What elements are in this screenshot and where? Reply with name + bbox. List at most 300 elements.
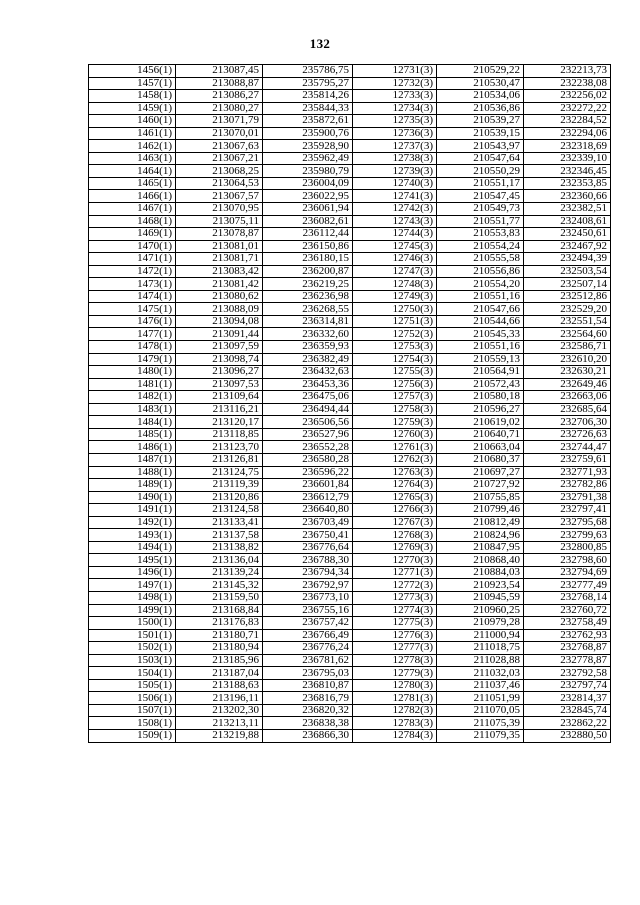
x-coordinate-cell: 210529,22 [437, 65, 524, 78]
table-row [89, 253, 611, 266]
point-id-cell: 1485(1) [89, 428, 176, 441]
y-coordinate-cell: 235900,76 [263, 127, 353, 140]
point-id-cell: 1461(1) [89, 127, 176, 140]
point-id-cell: 1467(1) [89, 203, 176, 216]
table-row [89, 391, 611, 404]
x-coordinate-cell: 213180,94 [176, 642, 263, 655]
point-id-cell: 12731(3) [353, 65, 437, 78]
x-coordinate-cell: 210544,66 [437, 315, 524, 328]
y-coordinate-cell: 232494,39 [524, 253, 611, 266]
y-coordinate-cell: 232586,71 [524, 341, 611, 354]
y-coordinate-cell: 236475,06 [263, 391, 353, 404]
y-coordinate-cell: 232360,66 [524, 190, 611, 203]
point-id-cell: 1468(1) [89, 215, 176, 228]
x-coordinate-cell: 210727,92 [437, 479, 524, 492]
table-row [89, 328, 611, 341]
table-row [89, 127, 611, 140]
point-id-cell: 1495(1) [89, 554, 176, 567]
y-coordinate-cell: 236552,28 [263, 441, 353, 454]
x-coordinate-cell: 213145,32 [176, 579, 263, 592]
point-id-cell: 1503(1) [89, 654, 176, 667]
y-coordinate-cell: 232649,46 [524, 378, 611, 391]
table-row [89, 366, 611, 379]
point-id-cell: 1508(1) [89, 717, 176, 730]
y-coordinate-cell: 232512,86 [524, 290, 611, 303]
point-id-cell: 12740(3) [353, 177, 437, 190]
point-id-cell: 12734(3) [353, 102, 437, 115]
table-row [89, 704, 611, 717]
x-coordinate-cell: 211051,99 [437, 692, 524, 705]
x-coordinate-cell: 210572,43 [437, 378, 524, 391]
x-coordinate-cell: 210553,83 [437, 228, 524, 241]
y-coordinate-cell: 232777,49 [524, 579, 611, 592]
x-coordinate-cell: 210824,96 [437, 529, 524, 542]
y-coordinate-cell: 232845,74 [524, 704, 611, 717]
table-row [89, 479, 611, 492]
point-id-cell: 12743(3) [353, 215, 437, 228]
x-coordinate-cell: 213078,87 [176, 228, 263, 241]
point-id-cell: 1507(1) [89, 704, 176, 717]
point-id-cell: 1462(1) [89, 140, 176, 153]
x-coordinate-cell: 213091,44 [176, 328, 263, 341]
x-coordinate-cell: 213075,11 [176, 215, 263, 228]
x-coordinate-cell: 213070,01 [176, 127, 263, 140]
table-row [89, 90, 611, 103]
y-coordinate-cell: 236506,56 [263, 416, 353, 429]
x-coordinate-cell: 210549,73 [437, 203, 524, 216]
y-coordinate-cell: 232768,87 [524, 642, 611, 655]
point-id-cell: 12733(3) [353, 90, 437, 103]
y-coordinate-cell: 232762,93 [524, 629, 611, 642]
point-id-cell: 1488(1) [89, 466, 176, 479]
x-coordinate-cell: 213067,57 [176, 190, 263, 203]
point-id-cell: 1465(1) [89, 177, 176, 190]
x-coordinate-cell: 213068,25 [176, 165, 263, 178]
y-coordinate-cell: 236382,49 [263, 353, 353, 366]
point-id-cell: 12770(3) [353, 554, 437, 567]
x-coordinate-cell: 210534,06 [437, 90, 524, 103]
point-id-cell: 12779(3) [353, 667, 437, 680]
y-coordinate-cell: 232726,63 [524, 428, 611, 441]
x-coordinate-cell: 213137,58 [176, 529, 263, 542]
point-id-cell: 12738(3) [353, 152, 437, 165]
table-row [89, 353, 611, 366]
y-coordinate-cell: 232529,20 [524, 303, 611, 316]
y-coordinate-cell: 236580,28 [263, 453, 353, 466]
x-coordinate-cell: 210547,64 [437, 152, 524, 165]
point-id-cell: 12783(3) [353, 717, 437, 730]
y-coordinate-cell: 232759,61 [524, 453, 611, 466]
y-coordinate-cell: 236788,30 [263, 554, 353, 567]
x-coordinate-cell: 213120,86 [176, 491, 263, 504]
x-coordinate-cell: 210554,24 [437, 240, 524, 253]
x-coordinate-cell: 213176,83 [176, 617, 263, 630]
y-coordinate-cell: 236776,24 [263, 642, 353, 655]
x-coordinate-cell: 213168,84 [176, 604, 263, 617]
table-row [89, 654, 611, 667]
point-id-cell: 1501(1) [89, 629, 176, 642]
x-coordinate-cell: 210551,16 [437, 290, 524, 303]
point-id-cell: 12757(3) [353, 391, 437, 404]
point-id-cell: 1498(1) [89, 591, 176, 604]
coordinates-table-body [89, 65, 611, 743]
point-id-cell: 1509(1) [89, 729, 176, 742]
y-coordinate-cell: 232706,30 [524, 416, 611, 429]
point-id-cell: 1483(1) [89, 403, 176, 416]
point-id-cell: 12782(3) [353, 704, 437, 717]
table-row [89, 729, 611, 742]
x-coordinate-cell: 210559,13 [437, 353, 524, 366]
x-coordinate-cell: 213083,42 [176, 265, 263, 278]
point-id-cell: 12773(3) [353, 591, 437, 604]
y-coordinate-cell: 232272,22 [524, 102, 611, 115]
x-coordinate-cell: 210555,58 [437, 253, 524, 266]
table-row [89, 115, 611, 128]
x-coordinate-cell: 213071,79 [176, 115, 263, 128]
x-coordinate-cell: 213098,74 [176, 353, 263, 366]
point-id-cell: 12777(3) [353, 642, 437, 655]
y-coordinate-cell: 232685,64 [524, 403, 611, 416]
x-coordinate-cell: 210536,86 [437, 102, 524, 115]
table-row [89, 529, 611, 542]
x-coordinate-cell: 213070,95 [176, 203, 263, 216]
x-coordinate-cell: 210923,54 [437, 579, 524, 592]
x-coordinate-cell: 211075,39 [437, 717, 524, 730]
y-coordinate-cell: 232339,10 [524, 152, 611, 165]
y-coordinate-cell: 235844,33 [263, 102, 353, 115]
y-coordinate-cell: 232771,93 [524, 466, 611, 479]
point-id-cell: 12744(3) [353, 228, 437, 241]
point-id-cell: 1480(1) [89, 366, 176, 379]
table-row [89, 165, 611, 178]
y-coordinate-cell: 232792,58 [524, 667, 611, 680]
point-id-cell: 1486(1) [89, 441, 176, 454]
y-coordinate-cell: 235980,79 [263, 165, 353, 178]
table-row [89, 466, 611, 479]
x-coordinate-cell: 210530,47 [437, 77, 524, 90]
y-coordinate-cell: 236494,44 [263, 403, 353, 416]
table-row [89, 190, 611, 203]
point-id-cell: 1490(1) [89, 491, 176, 504]
point-id-cell: 12780(3) [353, 679, 437, 692]
y-coordinate-cell: 232778,87 [524, 654, 611, 667]
x-coordinate-cell: 210543,97 [437, 140, 524, 153]
x-coordinate-cell: 213118,85 [176, 428, 263, 441]
y-coordinate-cell: 236795,03 [263, 667, 353, 680]
point-id-cell: 12745(3) [353, 240, 437, 253]
point-id-cell: 12769(3) [353, 541, 437, 554]
x-coordinate-cell: 213109,64 [176, 391, 263, 404]
y-coordinate-cell: 236792,97 [263, 579, 353, 592]
y-coordinate-cell: 236022,95 [263, 190, 353, 203]
y-coordinate-cell: 232760,72 [524, 604, 611, 617]
y-coordinate-cell: 232294,06 [524, 127, 611, 140]
point-id-cell: 1505(1) [89, 679, 176, 692]
point-id-cell: 1460(1) [89, 115, 176, 128]
point-id-cell: 12736(3) [353, 127, 437, 140]
point-id-cell: 12758(3) [353, 403, 437, 416]
point-id-cell: 1476(1) [89, 315, 176, 328]
y-coordinate-cell: 236432,63 [263, 366, 353, 379]
y-coordinate-cell: 236112,44 [263, 228, 353, 241]
point-id-cell: 1493(1) [89, 529, 176, 542]
point-id-cell: 1487(1) [89, 453, 176, 466]
point-id-cell: 12760(3) [353, 428, 437, 441]
x-coordinate-cell: 213097,53 [176, 378, 263, 391]
y-coordinate-cell: 235872,61 [263, 115, 353, 128]
y-coordinate-cell: 236180,15 [263, 253, 353, 266]
y-coordinate-cell: 232610,20 [524, 353, 611, 366]
point-id-cell: 1504(1) [89, 667, 176, 680]
x-coordinate-cell: 210551,16 [437, 341, 524, 354]
table-row [89, 65, 611, 78]
point-id-cell: 1482(1) [89, 391, 176, 404]
point-id-cell: 1470(1) [89, 240, 176, 253]
point-id-cell: 12753(3) [353, 341, 437, 354]
y-coordinate-cell: 232318,69 [524, 140, 611, 153]
y-coordinate-cell: 232503,54 [524, 265, 611, 278]
y-coordinate-cell: 236601,84 [263, 479, 353, 492]
table-row [89, 315, 611, 328]
y-coordinate-cell: 236810,87 [263, 679, 353, 692]
x-coordinate-cell: 213116,21 [176, 403, 263, 416]
y-coordinate-cell: 236150,86 [263, 240, 353, 253]
y-coordinate-cell: 236766,49 [263, 629, 353, 642]
y-coordinate-cell: 236453,36 [263, 378, 353, 391]
x-coordinate-cell: 213088,09 [176, 303, 263, 316]
x-coordinate-cell: 213119,39 [176, 479, 263, 492]
y-coordinate-cell: 232797,41 [524, 504, 611, 517]
point-id-cell: 12746(3) [353, 253, 437, 266]
y-coordinate-cell: 235928,90 [263, 140, 353, 153]
y-coordinate-cell: 232630,21 [524, 366, 611, 379]
x-coordinate-cell: 213219,88 [176, 729, 263, 742]
x-coordinate-cell: 213080,27 [176, 102, 263, 115]
x-coordinate-cell: 213202,30 [176, 704, 263, 717]
point-id-cell: 12748(3) [353, 278, 437, 291]
point-id-cell: 12742(3) [353, 203, 437, 216]
point-id-cell: 12741(3) [353, 190, 437, 203]
point-id-cell: 1489(1) [89, 479, 176, 492]
point-id-cell: 12774(3) [353, 604, 437, 617]
table-row [89, 428, 611, 441]
y-coordinate-cell: 232814,37 [524, 692, 611, 705]
y-coordinate-cell: 232238,08 [524, 77, 611, 90]
x-coordinate-cell: 210564,91 [437, 366, 524, 379]
x-coordinate-cell: 210539,15 [437, 127, 524, 140]
y-coordinate-cell: 236596,22 [263, 466, 353, 479]
x-coordinate-cell: 213213,11 [176, 717, 263, 730]
table-row [89, 604, 611, 617]
y-coordinate-cell: 232408,61 [524, 215, 611, 228]
y-coordinate-cell: 236866,30 [263, 729, 353, 742]
y-coordinate-cell: 232256,02 [524, 90, 611, 103]
x-coordinate-cell: 213081,42 [176, 278, 263, 291]
point-id-cell: 1456(1) [89, 65, 176, 78]
point-id-cell: 12759(3) [353, 416, 437, 429]
point-id-cell: 1497(1) [89, 579, 176, 592]
x-coordinate-cell: 210812,49 [437, 516, 524, 529]
x-coordinate-cell: 213094,08 [176, 315, 263, 328]
table-row [89, 679, 611, 692]
point-id-cell: 12763(3) [353, 466, 437, 479]
table-row [89, 403, 611, 416]
table-row [89, 177, 611, 190]
y-coordinate-cell: 236757,42 [263, 617, 353, 630]
x-coordinate-cell: 210551,17 [437, 177, 524, 190]
y-coordinate-cell: 232880,50 [524, 729, 611, 742]
point-id-cell: 1479(1) [89, 353, 176, 366]
point-id-cell: 12749(3) [353, 290, 437, 303]
point-id-cell: 12772(3) [353, 579, 437, 592]
y-coordinate-cell: 235795,27 [263, 77, 353, 90]
table-row [89, 554, 611, 567]
y-coordinate-cell: 235786,75 [263, 65, 353, 78]
point-id-cell: 12737(3) [353, 140, 437, 153]
x-coordinate-cell: 210799,46 [437, 504, 524, 517]
table-row [89, 416, 611, 429]
x-coordinate-cell: 210539,27 [437, 115, 524, 128]
point-id-cell: 12751(3) [353, 315, 437, 328]
point-id-cell: 1481(1) [89, 378, 176, 391]
x-coordinate-cell: 210596,27 [437, 403, 524, 416]
y-coordinate-cell: 232564,60 [524, 328, 611, 341]
table-row [89, 516, 611, 529]
x-coordinate-cell: 211028,88 [437, 654, 524, 667]
table-row [89, 378, 611, 391]
point-id-cell: 1484(1) [89, 416, 176, 429]
y-coordinate-cell: 236781,62 [263, 654, 353, 667]
y-coordinate-cell: 236755,16 [263, 604, 353, 617]
point-id-cell: 1506(1) [89, 692, 176, 705]
point-id-cell: 12768(3) [353, 529, 437, 542]
point-id-cell: 12778(3) [353, 654, 437, 667]
y-coordinate-cell: 236750,41 [263, 529, 353, 542]
point-id-cell: 1496(1) [89, 566, 176, 579]
x-coordinate-cell: 211037,46 [437, 679, 524, 692]
table-row [89, 692, 611, 705]
y-coordinate-cell: 236219,25 [263, 278, 353, 291]
point-id-cell: 1491(1) [89, 504, 176, 517]
y-coordinate-cell: 232799,63 [524, 529, 611, 542]
y-coordinate-cell: 236359,93 [263, 341, 353, 354]
point-id-cell: 1475(1) [89, 303, 176, 316]
x-coordinate-cell: 213081,01 [176, 240, 263, 253]
x-coordinate-cell: 211018,75 [437, 642, 524, 655]
table-row [89, 566, 611, 579]
y-coordinate-cell: 232862,22 [524, 717, 611, 730]
table-row [89, 579, 611, 592]
y-coordinate-cell: 232768,14 [524, 591, 611, 604]
x-coordinate-cell: 210556,86 [437, 265, 524, 278]
table-row [89, 717, 611, 730]
y-coordinate-cell: 232346,45 [524, 165, 611, 178]
point-id-cell: 1477(1) [89, 328, 176, 341]
point-id-cell: 1494(1) [89, 541, 176, 554]
point-id-cell: 1474(1) [89, 290, 176, 303]
x-coordinate-cell: 213123,70 [176, 441, 263, 454]
x-coordinate-cell: 210547,45 [437, 190, 524, 203]
point-id-cell: 12747(3) [353, 265, 437, 278]
y-coordinate-cell: 236268,55 [263, 303, 353, 316]
page-number: 132 [309, 36, 331, 51]
point-id-cell: 12761(3) [353, 441, 437, 454]
x-coordinate-cell: 213097,59 [176, 341, 263, 354]
table-row [89, 215, 611, 228]
x-coordinate-cell: 211032,03 [437, 667, 524, 680]
point-id-cell: 12754(3) [353, 353, 437, 366]
y-coordinate-cell: 236314,81 [263, 315, 353, 328]
y-coordinate-cell: 236004,09 [263, 177, 353, 190]
x-coordinate-cell: 213086,27 [176, 90, 263, 103]
x-coordinate-cell: 213096,27 [176, 366, 263, 379]
table-row [89, 617, 611, 630]
x-coordinate-cell: 213067,21 [176, 152, 263, 165]
x-coordinate-cell: 213124,75 [176, 466, 263, 479]
x-coordinate-cell: 211000,94 [437, 629, 524, 642]
point-id-cell: 1500(1) [89, 617, 176, 630]
x-coordinate-cell: 210619,02 [437, 416, 524, 429]
point-id-cell: 12762(3) [353, 453, 437, 466]
y-coordinate-cell: 236773,10 [263, 591, 353, 604]
y-coordinate-cell: 232795,68 [524, 516, 611, 529]
table-row [89, 453, 611, 466]
x-coordinate-cell: 210551,77 [437, 215, 524, 228]
point-id-cell: 12739(3) [353, 165, 437, 178]
table-row [89, 667, 611, 680]
y-coordinate-cell: 232800,85 [524, 541, 611, 554]
x-coordinate-cell: 213080,62 [176, 290, 263, 303]
x-coordinate-cell: 213067,63 [176, 140, 263, 153]
y-coordinate-cell: 235962,49 [263, 152, 353, 165]
x-coordinate-cell: 213159,50 [176, 591, 263, 604]
table-row [89, 140, 611, 153]
table-row [89, 629, 611, 642]
y-coordinate-cell: 235814,26 [263, 90, 353, 103]
table-row [89, 203, 611, 216]
y-coordinate-cell: 232353,85 [524, 177, 611, 190]
y-coordinate-cell: 232744,47 [524, 441, 611, 454]
point-id-cell: 12766(3) [353, 504, 437, 517]
table-row [89, 341, 611, 354]
y-coordinate-cell: 232213,73 [524, 65, 611, 78]
point-id-cell: 12781(3) [353, 692, 437, 705]
point-id-cell: 1492(1) [89, 516, 176, 529]
point-id-cell: 1473(1) [89, 278, 176, 291]
x-coordinate-cell: 210847,95 [437, 541, 524, 554]
x-coordinate-cell: 213188,63 [176, 679, 263, 692]
point-id-cell: 1466(1) [89, 190, 176, 203]
table-row [89, 228, 611, 241]
point-id-cell: 1499(1) [89, 604, 176, 617]
table-row [89, 591, 611, 604]
y-coordinate-cell: 232794,69 [524, 566, 611, 579]
x-coordinate-cell: 210755,85 [437, 491, 524, 504]
x-coordinate-cell: 213088,87 [176, 77, 263, 90]
point-id-cell: 12775(3) [353, 617, 437, 630]
y-coordinate-cell: 236061,94 [263, 203, 353, 216]
x-coordinate-cell: 211079,35 [437, 729, 524, 742]
y-coordinate-cell: 232663,06 [524, 391, 611, 404]
x-coordinate-cell: 210550,29 [437, 165, 524, 178]
x-coordinate-cell: 210663,04 [437, 441, 524, 454]
point-id-cell: 1463(1) [89, 152, 176, 165]
x-coordinate-cell: 213136,04 [176, 554, 263, 567]
table-row [89, 642, 611, 655]
y-coordinate-cell: 236082,61 [263, 215, 353, 228]
point-id-cell: 12755(3) [353, 366, 437, 379]
x-coordinate-cell: 210545,33 [437, 328, 524, 341]
